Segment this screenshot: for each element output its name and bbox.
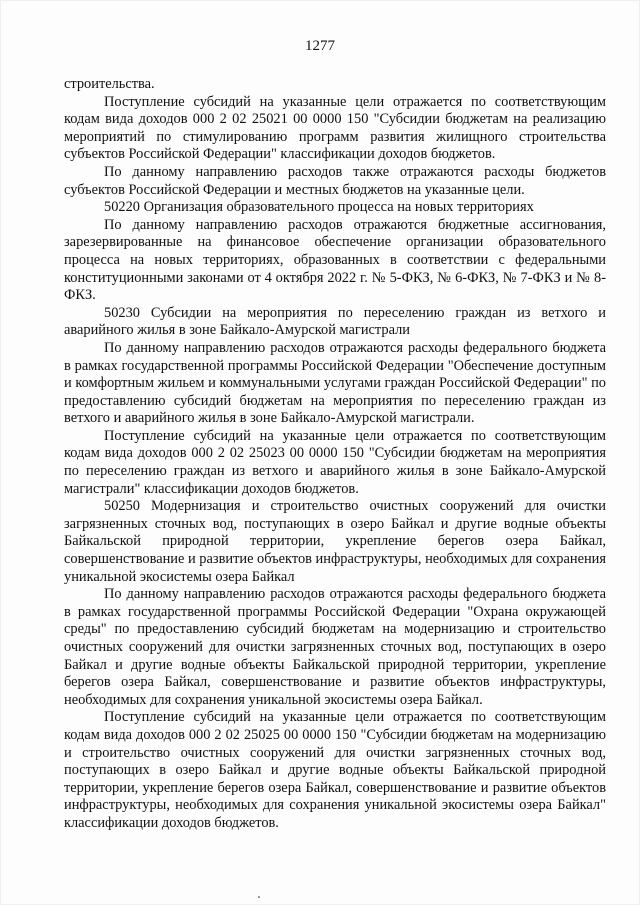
paragraph-50250-description: По данному направлению расходов отражаются расходы федерального бюджета в рамках государственной программы Российской Федерации "Охрана окружающей среды" по предоставлению субсидий бюджетам на модернизацию и строительство очистных сооружений для очистки загрязненных сточных вод, поступающих в озеро Байкал и другие водные объекты Байкальской природной территории, укрепление берегов озера Байкал, совершенствование и развитие объектов инфраструктуры, необходимых для сохранения уникальной экосистемы озера Байкал.	[64, 586, 606, 708]
section-heading-50220: 50220 Организация образовательного процесса на новых территориях	[104, 199, 534, 216]
paragraph-regional-budgets-note: По данному направлению расходов также отражаются расходы бюджетов субъектов Российской Федерации и местных бюджетов на указанные цели.	[64, 163, 606, 198]
page-number: 1277	[305, 38, 335, 54]
paragraph-50230-description: По данному направлению расходов отражаются расходы федерального бюджета в рамках государственной программы Российской Федерации "Обеспечение доступным и комфортным жильем и коммунальными услугами граждан Российской Федерации" по предоставлению субсидий бюджетам на мероприятия по переселению граждан из ветхого и аварийного жилья в зоне Байкало-Амурской магистрали.	[64, 339, 606, 427]
paragraph-50220-description: По данному направлению расходов отражаются бюджетные ассигнования, зарезервированные на финансовое обеспечение организации образовательного процесса на новых территориях, образованных в соответствии с федеральными конституционными законами от 4 октября 2022 г. № 5-ФКЗ, № 6-ФКЗ, № 7-ФКЗ и № 8-ФКЗ.	[64, 216, 606, 304]
paragraph-income-receipt-25021: Поступление субсидий на указанные цели отражается по соответствующим кодам вида доходов 000 2 02 25021 00 0000 150 "Субсидии бюджетам на реализацию мероприятий по стимулированию программ развития жилищного строительства субъектов Российской Федерации" классификации доходов бюджетов.	[64, 93, 606, 163]
paragraph-income-receipt-25023: Поступление субсидий на указанные цели отражается по соответствующим кодам вида доходов 000 2 02 25023 00 0000 150 "Субсидии бюджетам на мероприятия по переселению граждан из ветхого и аварийного жилья в зоне Байкало-Амурской магистрали" классификации доходов бюджетов.	[64, 427, 606, 497]
scan-artifact-dot	[258, 896, 260, 898]
paragraph-income-receipt-25025: Поступление субсидий на указанные цели отражается по соответствующим кодам вида доходов 000 2 02 25025 00 0000 150 "Субсидии бюджетам на модернизацию и строительство очистных сооружений для очистки загрязненных сточных вод, поступающих в озеро Байкал и другие водные объекты Байкальской природной территории, укрепление берегов озера Байкал, совершенствование и развитие объектов инфраструктуры, необходимых для сохранения уникальной экосистемы озера Байкал" классификации доходов бюджетов.	[64, 709, 606, 831]
document-body	[64, 76, 606, 833]
section-heading-50250: 50250 Модернизация и строительство очистных сооружений для очистки загрязненных сточных вод, поступающих в озеро Байкал и другие водные объекты Байкальской природной территории, укрепление берегов озера Байкал, совершенствование и развитие объектов инфраструктуры, необходимых для сохранения уникальной экосистемы озера Байкал	[64, 498, 606, 585]
paragraph-continuation: строительства.	[64, 76, 155, 92]
section-heading-50230: 50230 Субсидии на мероприятия по переселению граждан из ветхого и аварийного жилья в зоне Байкало-Амурской магистрали	[64, 304, 606, 339]
